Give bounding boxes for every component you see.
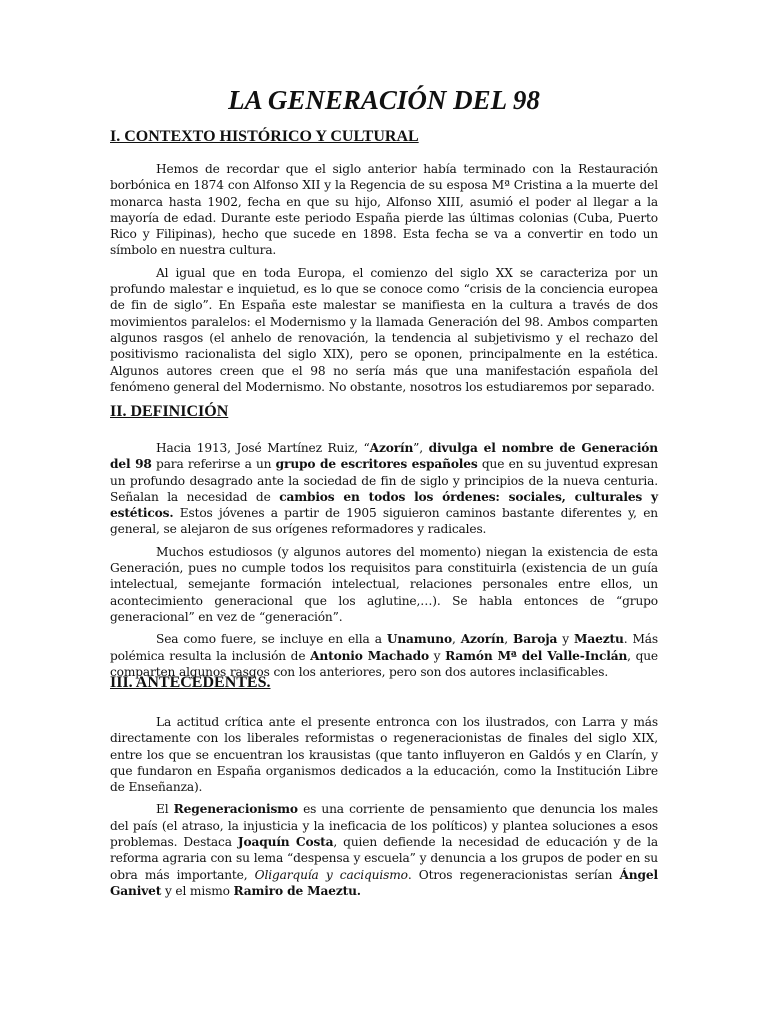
paragraph	[110, 544, 658, 625]
bold-text: cambios en todos los órdenes: sociales, culturales y estéticos.	[110, 489, 658, 521]
paragraph-text: , que comparten algunos rasgos con los anteriores, pero son dos autores inclasificables.	[110, 648, 658, 679]
paragraph-text: ,	[504, 632, 514, 647]
bold-text: Azorín	[369, 441, 414, 455]
bold-text: Ramón Mª del Valle-Inclán	[445, 648, 628, 663]
paragraph-text: ,	[451, 632, 461, 647]
bold-text: Antonio Machado	[310, 648, 429, 663]
paragraph-text: Estos jóvenes a partir de 1905 siguieron caminos bastante diferentes y, en general, se alejaron de sus orígenes reformadores y radicales.	[110, 506, 658, 537]
paragraph-text: Hemos de recordar que el siglo anterior había terminado con la Restauración borbónica en 1874 con Alfonso XII y la Regencia de su esposa Mª Cristina a la muerte del monarca hasta 1902, fecha en que su hijo, Alfonso XIII, asumió el poder al llegar a la mayoría de edad. Durante este periodo España pierde las últimas colonias (Cuba, Puerto Rico y Filipinas), hecho que sucede en 1898. Esta fecha se va a convertir en todo un símbolo en nuestra cultura.	[110, 162, 658, 258]
paragraph-text: y	[557, 632, 575, 647]
section-body-antecedentes	[110, 714, 658, 905]
bold-text: divulga el nombre de Generación del 98	[110, 441, 658, 472]
paragraph-text: Al igual que en toda Europa, el comienzo del siglo XX se caracteriza por un profundo malestar e inquietud, es lo que se conoce como “crisis de la conciencia europea de fin de siglo”. En España este malestar se manifiesta en la cultura a través de dos movimientos paralelos: el Modernismo y la llamada Generación del 98. Ambos comparten algunos rasgos (el anhelo de renovación, la tendencia al subjetivismo y el rechazo del positivismo racionalista del siglo XIX), pero se oponen, principalmente en la estética. Algunos autores creen que el 98 no sería más que una manifestación española del fenómeno general del Modernismo. No obstante, nosotros los estudiaremos por separado.	[110, 265, 658, 394]
bold-text: Joaquín Costa	[237, 835, 334, 850]
paragraph-text: y	[428, 648, 446, 663]
paragraph-text: y el mismo	[161, 883, 234, 898]
paragraph	[110, 161, 658, 259]
paragraph-text: es una corriente de pensamiento que denuncia los males del país (el atraso, la injusticia y la ineficacia de los políticos) y plantea soluciones a esos problemas. Destaca	[110, 802, 658, 850]
bold-text: Maeztu	[574, 632, 624, 647]
bold-text: grupo de escritores españoles	[275, 457, 478, 472]
bold-text: Regeneracionismo	[173, 802, 298, 817]
page-title: LA GENERACIÓN DEL 98	[228, 85, 540, 115]
section-body-definicion	[110, 440, 658, 686]
paragraph-text: Hacia 1913, José Martínez Ruiz, “	[156, 441, 370, 455]
paragraph-text: para referirse a un	[151, 457, 276, 472]
paragraph	[110, 801, 658, 899]
section-heading-antecedentes: III. ANTECEDENTES.	[110, 674, 271, 691]
paragraph	[110, 440, 658, 538]
italic-text: Oligarquía y caciquismo	[254, 867, 408, 882]
paragraph-text: . Más polémica resulta la inclusión de	[110, 632, 659, 663]
paragraph-text: Muchos estudiosos (y algunos autores del momento) niegan la existencia de esta Generación, pues no cumple todos los requisitos para constituirla (existencia de un guía intelectual, semejante formación intelectual, relaciones personales entre ellos, un acontecimiento generacional que los aglutine,…). Se habla entonces de “grupo generacional” en vez de “generación”.	[110, 544, 658, 624]
section-heading-contexto: I. CONTEXTO HISTÓRICO Y CULTURAL	[110, 128, 419, 145]
paragraph-text: que en su juventud expresan un profundo desagrado ante la sociedad de fin de siglo y principios de la nueva centuria. Señalan la necesidad de	[110, 457, 659, 504]
paragraph-text: El	[156, 802, 174, 817]
bold-text: Unamuno	[386, 632, 452, 647]
paragraph-text: , quien defiende la necesidad de educación y de la reforma agraria con su lema “despensa y escuela” y denuncia a los grupos de poder en su obra más importante,	[110, 835, 658, 882]
paragraph	[110, 265, 658, 395]
bold-text: Baroja	[513, 632, 558, 647]
paragraph-text: . Otros regeneracionistas serían	[407, 867, 620, 882]
paragraph-text: Sea como fuere, se incluye en ella a	[156, 632, 387, 647]
bold-text: Ángel Ganivet	[110, 867, 658, 898]
bold-text: Azorín	[460, 632, 505, 647]
paragraph	[110, 714, 658, 795]
section-body-contexto	[110, 161, 658, 401]
section-heading-definicion: II. DEFINICIÓN	[110, 403, 229, 420]
paragraph-text: La actitud crítica ante el presente entronca con los ilustrados, con Larra y más directamente con los liberales reformistas o regeneracionistas de finales del siglo XIX, entre los que se encuentran los krausistas (que tanto influyeron en Galdós y en Clarín, y que fundaron en España organismos dedicados a la educación, como la Institución Libre de Enseñanza).	[110, 715, 658, 795]
bold-text: Ramiro de Maeztu.	[233, 883, 361, 898]
paragraph-text: ”,	[413, 441, 429, 455]
